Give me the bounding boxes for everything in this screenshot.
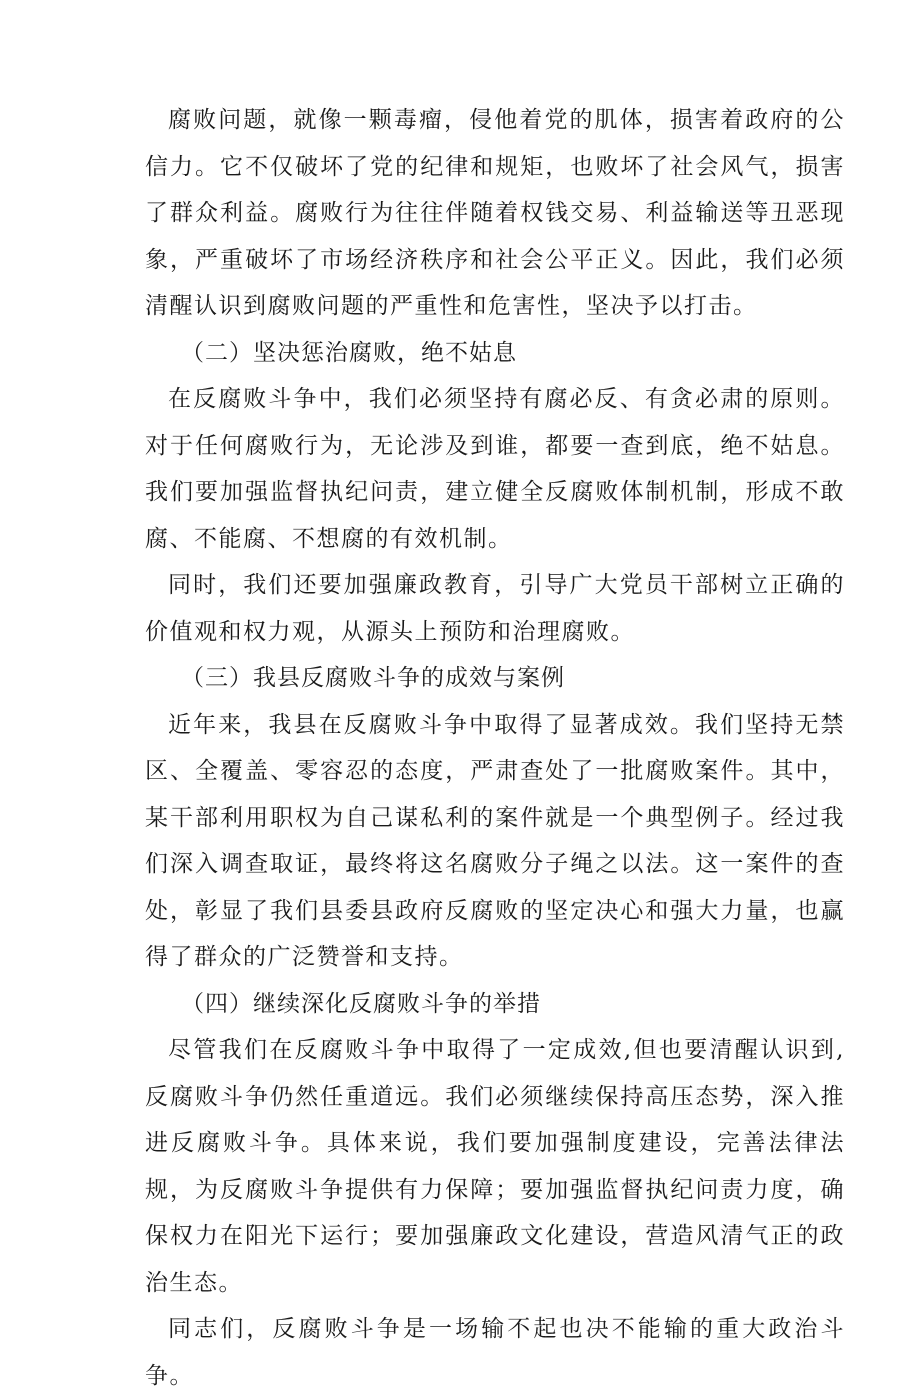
section-heading-3: （三）我县反腐败斗争的成效与案例 <box>181 665 565 691</box>
section-heading-2: （二）坚决惩治腐败，绝不姑息 <box>181 339 517 366</box>
section-heading-4: （四）继续深化反腐败斗争的举措 <box>181 990 541 1017</box>
paragraph-corruption-harm: 腐败问题，就像一颗毒瘤，侵他着党的肌体，损害着政府的公信力。它不仅破坏了党的纪律和规矩，也败坏了社会风气，损害了群众利益。腐败行为往往伴随着权钱交易、利益输送等丑恶现象，严重破坏了市场经济秩序和社会公平正义。因此，我们必须清醒认识到腐败问题的严重性和危害性，坚决予以打击。 <box>145 107 845 319</box>
paragraph-integrity-education: 同时，我们还要加强廉政教育，引导广大党员干部树立正确的价值观和权力观，从源头上预防和治理腐败。 <box>145 572 845 645</box>
paragraph-punish-corruption: 在反腐败斗争中，我们必须坚持有腐必反、有贪必肃的原则。对于任何腐败行为，无论涉及到谁，都要一查到底，绝不姑息。我们要加强监督执纪问责，建立健全反腐败体制机制，形成不敢腐、不能腐、不想腐的有效机制。 <box>145 386 845 552</box>
paragraph-county-results: 近年来，我县在反腐败斗争中取得了显著成效。我们坚持无禁区、全覆盖、零容忍的态度，严肃查处了一批腐败案件。其中，某干部利用职权为自己谋私利的案件就是一个典型例子。经过我们深入调查取证，最终将这名腐败分子绳之以法。这一案件的查处，彰显了我们县委县政府反腐败的坚定决心和强大力量，也赢得了群众的广泛赞誉和支持。 <box>145 711 845 970</box>
document-body <box>145 97 845 1399</box>
paragraph-closing: 同志们，反腐败斗争是一场输不起也决不能输的重大政治斗争。 <box>145 1316 845 1389</box>
paragraph-measures: 尽管我们在反腐败斗争中取得了一定成效,但也要清醒认识到,反腐败斗争仍然任重道远。我们必须继续保持高压态势，深入推进反腐败斗争。具体来说，我们要加强制度建设，完善法律法规，为反腐败斗争提供有力保障；要加强监督执纪问责力度，确保权力在阳光下运行；要加强廉政文化建设，营造风清气正的政治生态。 <box>145 1037 845 1296</box>
